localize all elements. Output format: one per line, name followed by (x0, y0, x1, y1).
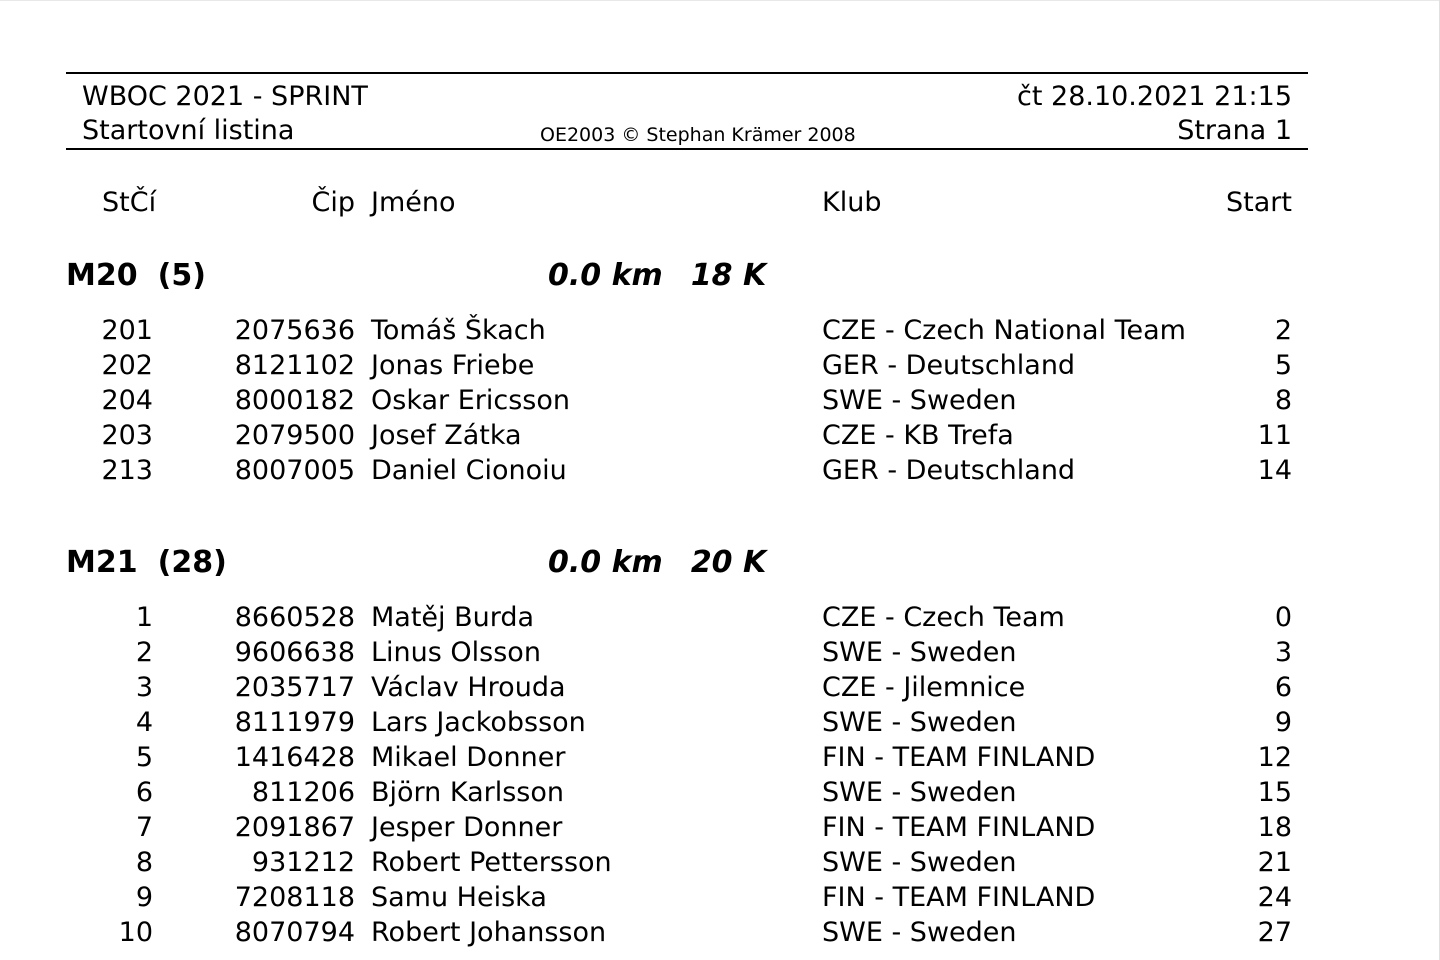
column-header-name: Jméno (371, 187, 456, 218)
entry-bib: 202 (101, 350, 153, 381)
table-row (0, 635, 1440, 670)
entry-bib: 5 (135, 742, 153, 773)
entry-chip: 811206 (251, 777, 355, 808)
class-distance: 0.0 km (548, 258, 663, 293)
table-row (0, 880, 1440, 915)
table-row (0, 845, 1440, 880)
entry-start: 21 (1257, 847, 1292, 878)
class-distance: 0.0 km (548, 545, 663, 580)
entry-bib: 1 (135, 602, 153, 633)
header-bottom-rule (66, 148, 1308, 150)
entry-list (0, 313, 1440, 488)
table-row (0, 775, 1440, 810)
entry-bib: 9 (135, 882, 153, 913)
entry-chip: 2079500 (234, 420, 355, 451)
class-name: M21 (66, 545, 138, 580)
event-title: WBOC 2021 - SPRINT (82, 81, 368, 112)
entry-name: Robert Johansson (371, 917, 607, 948)
entry-club: CZE - Jilemnice (822, 672, 1026, 703)
entry-club: SWE - Sweden (822, 917, 1017, 948)
table-row (0, 600, 1440, 635)
entry-name: Tomáš Škach (371, 315, 546, 346)
entry-chip: 8070794 (234, 917, 355, 948)
table-row (0, 810, 1440, 845)
entry-start: 5 (1274, 350, 1292, 381)
entry-bib: 4 (135, 707, 153, 738)
entry-club: FIN - TEAM FINLAND (822, 882, 1096, 913)
entry-chip: 9606638 (234, 637, 355, 668)
column-header-bib: StČí (102, 187, 157, 218)
entry-list (0, 600, 1440, 950)
entry-club: GER - Deutschland (822, 455, 1076, 486)
document-title: Startovní listina (82, 115, 295, 146)
entry-bib: 10 (118, 917, 153, 948)
entry-name: Václav Hrouda (371, 672, 566, 703)
entry-name: Jonas Friebe (371, 350, 535, 381)
entry-name: Matěj Burda (371, 602, 535, 633)
class-course-info (548, 546, 766, 580)
class-title (66, 546, 227, 580)
entry-chip: 2091867 (234, 812, 355, 843)
entry-bib: 204 (101, 385, 153, 416)
class-count: (28) (157, 545, 227, 580)
entry-bib: 2 (135, 637, 153, 668)
entry-chip: 8007005 (234, 455, 355, 486)
entry-name: Josef Zátka (371, 420, 522, 451)
entry-start: 9 (1274, 707, 1292, 738)
class-name: M20 (66, 258, 138, 293)
column-header-club: Klub (822, 187, 882, 218)
entry-bib: 3 (135, 672, 153, 703)
entry-chip: 1416428 (234, 742, 355, 773)
entry-name: Björn Karlsson (371, 777, 565, 808)
entry-bib: 203 (101, 420, 153, 451)
entry-chip: 2075636 (234, 315, 355, 346)
entry-chip: 8121102 (234, 350, 355, 381)
header-top-rule (66, 72, 1308, 74)
entry-start: 0 (1274, 602, 1292, 633)
entry-name: Daniel Cionoiu (371, 455, 567, 486)
entry-name: Samu Heiska (371, 882, 547, 913)
entry-start: 18 (1257, 812, 1292, 843)
table-row (0, 453, 1440, 488)
entry-start: 14 (1257, 455, 1292, 486)
entry-chip: 2035717 (234, 672, 355, 703)
entry-chip: 8111979 (234, 707, 355, 738)
table-row (0, 670, 1440, 705)
table-row (0, 418, 1440, 453)
entry-name: Linus Olsson (371, 637, 541, 668)
entry-start: 15 (1257, 777, 1292, 808)
entry-chip: 931212 (251, 847, 355, 878)
entry-club: CZE - Czech Team (822, 602, 1065, 633)
entry-bib: 6 (135, 777, 153, 808)
entry-club: SWE - Sweden (822, 707, 1017, 738)
entry-club: GER - Deutschland (822, 350, 1076, 381)
entry-start: 8 (1274, 385, 1292, 416)
column-header-chip: Čip (311, 187, 355, 218)
table-row (0, 383, 1440, 418)
entry-club: FIN - TEAM FINLAND (822, 812, 1096, 843)
column-header-start: Start (1226, 187, 1292, 218)
entry-club: SWE - Sweden (822, 385, 1017, 416)
entry-start: 11 (1257, 420, 1292, 451)
entry-club: SWE - Sweden (822, 847, 1017, 878)
table-row (0, 705, 1440, 740)
copyright-note: OE2003 © Stephan Krämer 2008 (540, 124, 856, 146)
entry-club: CZE - Czech National Team (822, 315, 1186, 346)
entry-name: Mikael Donner (371, 742, 566, 773)
entry-chip: 8660528 (234, 602, 355, 633)
entry-club: CZE - KB Trefa (822, 420, 1014, 451)
entry-start: 2 (1274, 315, 1292, 346)
entry-club: FIN - TEAM FINLAND (822, 742, 1096, 773)
class-controls: 20 K (690, 545, 767, 580)
class-course-info (548, 259, 766, 293)
entry-start: 27 (1257, 917, 1292, 948)
page-top-edge (0, 0, 1440, 1)
entry-bib: 213 (101, 455, 153, 486)
entry-club: SWE - Sweden (822, 777, 1017, 808)
entry-name: Robert Pettersson (371, 847, 612, 878)
entry-start: 24 (1257, 882, 1292, 913)
class-count: (5) (157, 258, 206, 293)
entry-name: Lars Jackobsson (371, 707, 586, 738)
entry-chip: 7208118 (234, 882, 355, 913)
entry-start: 3 (1274, 637, 1292, 668)
entry-chip: 8000182 (234, 385, 355, 416)
entry-start: 6 (1274, 672, 1292, 703)
table-row (0, 348, 1440, 383)
entry-bib: 7 (135, 812, 153, 843)
entry-club: SWE - Sweden (822, 637, 1017, 668)
table-row (0, 740, 1440, 775)
table-row (0, 915, 1440, 950)
class-controls: 18 K (690, 258, 767, 293)
table-row (0, 313, 1440, 348)
print-datetime: čt 28.10.2021 21:15 (1017, 81, 1292, 112)
entry-name: Oskar Ericsson (371, 385, 570, 416)
entry-bib: 201 (101, 315, 153, 346)
entry-start: 12 (1257, 742, 1292, 773)
class-title (66, 259, 206, 293)
entry-name: Jesper Donner (371, 812, 563, 843)
entry-bib: 8 (135, 847, 153, 878)
page-number: Strana 1 (1177, 115, 1292, 146)
